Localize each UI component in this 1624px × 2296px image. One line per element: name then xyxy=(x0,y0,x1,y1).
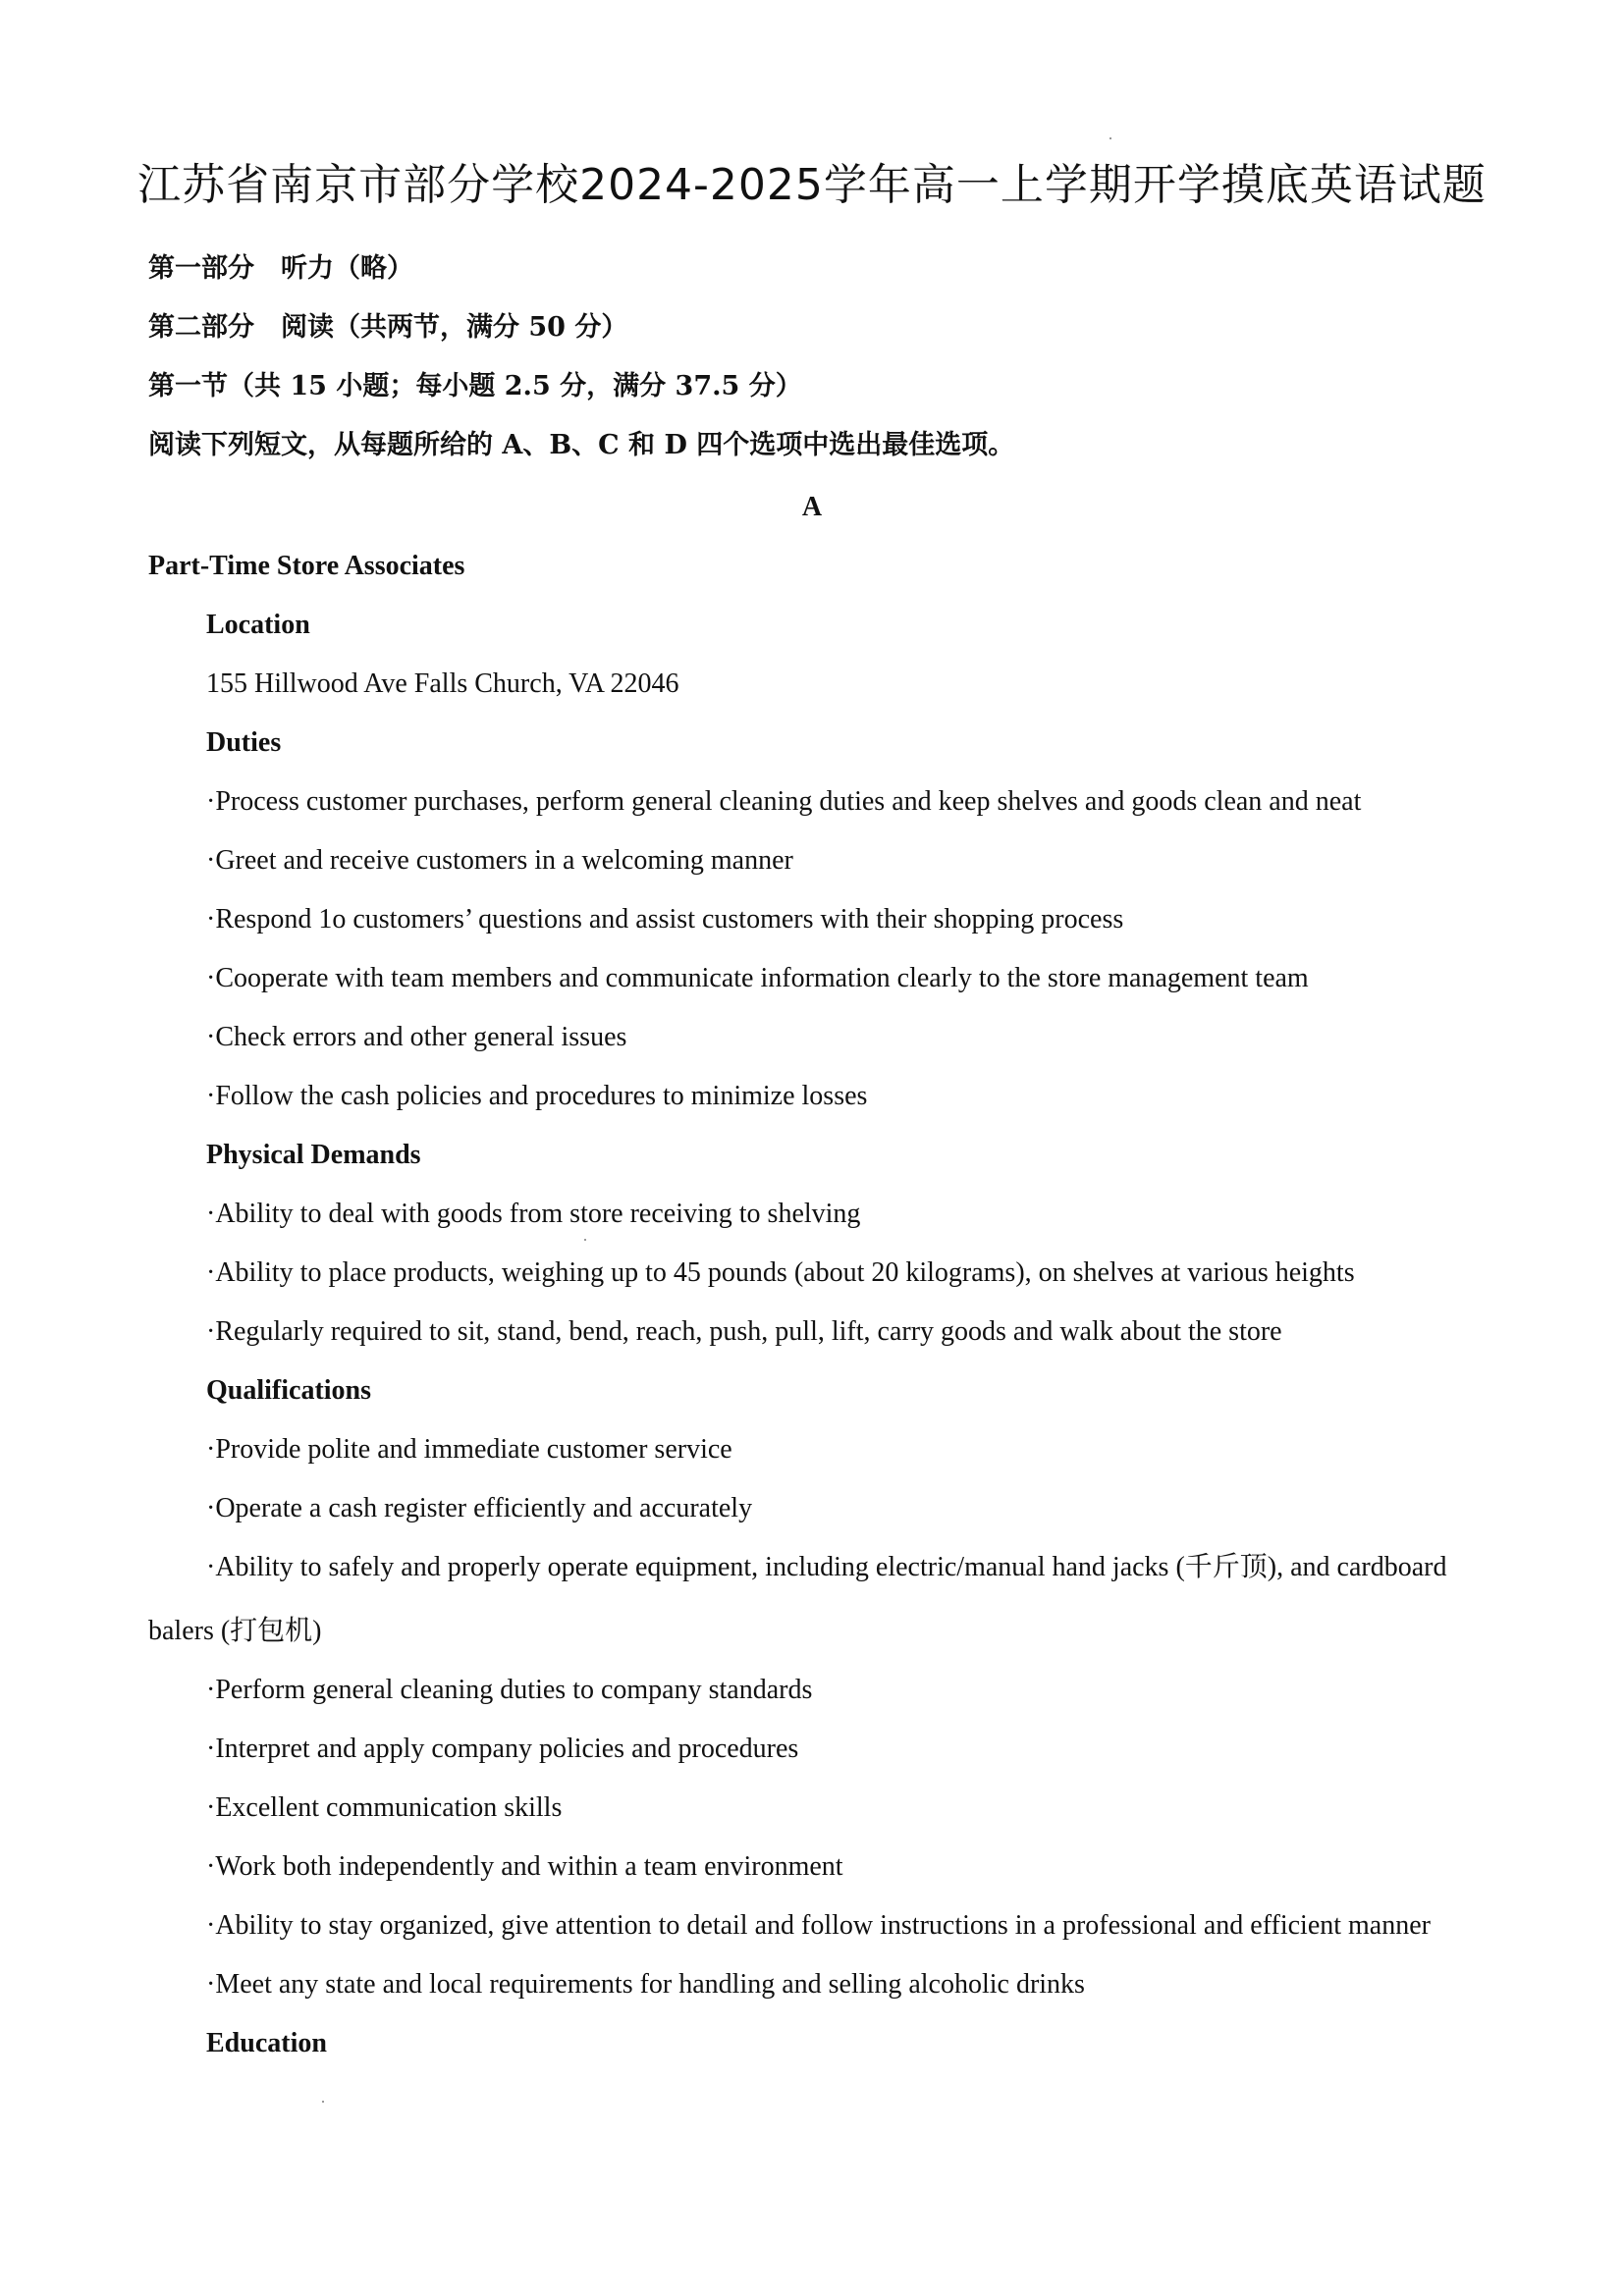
qualifications-item: ·Ability to safely and properly operate equipment, including electric/manual hand jacks (千斤顶), and cardboard xyxy=(206,1552,1447,1582)
passage-label: A xyxy=(801,492,823,522)
part-two-heading: 第二部分 阅读（共两节，满分 50 分） xyxy=(148,312,628,343)
scan-speck xyxy=(1110,137,1111,139)
duties-item: ·Respond 1o customers’ questions and assist customers with their shopping process xyxy=(206,904,1124,934)
duties-heading: Duties xyxy=(206,727,282,758)
physical-demands-heading: Physical Demands xyxy=(206,1140,421,1170)
qualifications-item-continuation: balers (打包机) xyxy=(148,1616,322,1646)
qualifications-item: ·Ability to stay organized, give attention to detail and follow instructions in a professional and efficient manner xyxy=(206,1910,1431,1941)
qualifications-heading: Qualifications xyxy=(206,1375,372,1406)
physical-demands-item: ·Ability to deal with goods from store receiving to shelving xyxy=(206,1199,861,1229)
location-heading: Location xyxy=(206,610,310,640)
physical-demands-item: ·Ability to place products, weighing up to 45 pounds (about 20 kilograms), on shelves at various heights xyxy=(206,1257,1355,1288)
qualifications-item: ·Meet any state and local requirements for handling and selling alcoholic drinks xyxy=(206,1969,1085,2000)
duties-item: ·Process customer purchases, perform general cleaning duties and keep shelves and goods clean and neat xyxy=(206,786,1362,817)
duties-item: ·Cooperate with team members and communicate information clearly to the store management team xyxy=(206,963,1309,993)
duties-item: ·Check errors and other general issues xyxy=(206,1022,627,1052)
qualifications-item: ·Perform general cleaning duties to company standards xyxy=(206,1675,813,1705)
qualifications-item: ·Provide polite and immediate customer service xyxy=(206,1434,732,1465)
education-heading: Education xyxy=(206,2028,327,2058)
location-address: 155 Hillwood Ave Falls Church, VA 22046 xyxy=(206,668,679,699)
duties-item: ·Follow the cash policies and procedures to minimize losses xyxy=(206,1081,868,1111)
scan-speck xyxy=(584,1239,586,1241)
exam-title: 江苏省南京市部分学校2024-2025学年高一上学期开学摸底英语试题 xyxy=(137,160,1487,210)
part-one-heading: 第一部分 听力（略） xyxy=(148,253,413,284)
qualifications-item: ·Work both independently and within a team environment xyxy=(206,1851,843,1882)
ad-title: Part-Time Store Associates xyxy=(148,551,465,581)
scan-speck xyxy=(322,2101,324,2103)
duties-item: ·Greet and receive customers in a welcoming manner xyxy=(206,845,793,876)
physical-demands-item: ·Regularly required to sit, stand, bend, reach, push, pull, lift, carry goods and walk about the store xyxy=(206,1316,1282,1347)
qualifications-item: ·Interpret and apply company policies and procedures xyxy=(206,1734,799,1764)
qualifications-item: ·Operate a cash register efficiently and accurately xyxy=(206,1493,753,1523)
instructions-text: 阅读下列短文，从每题所给的 A、B、C 和 D 四个选项中选出最佳选项。 xyxy=(148,430,1015,460)
section-one-heading: 第一节（共 15 小题；每小题 2.5 分，满分 37.5 分） xyxy=(148,371,802,401)
qualifications-item: ·Excellent communication skills xyxy=(206,1792,563,1823)
